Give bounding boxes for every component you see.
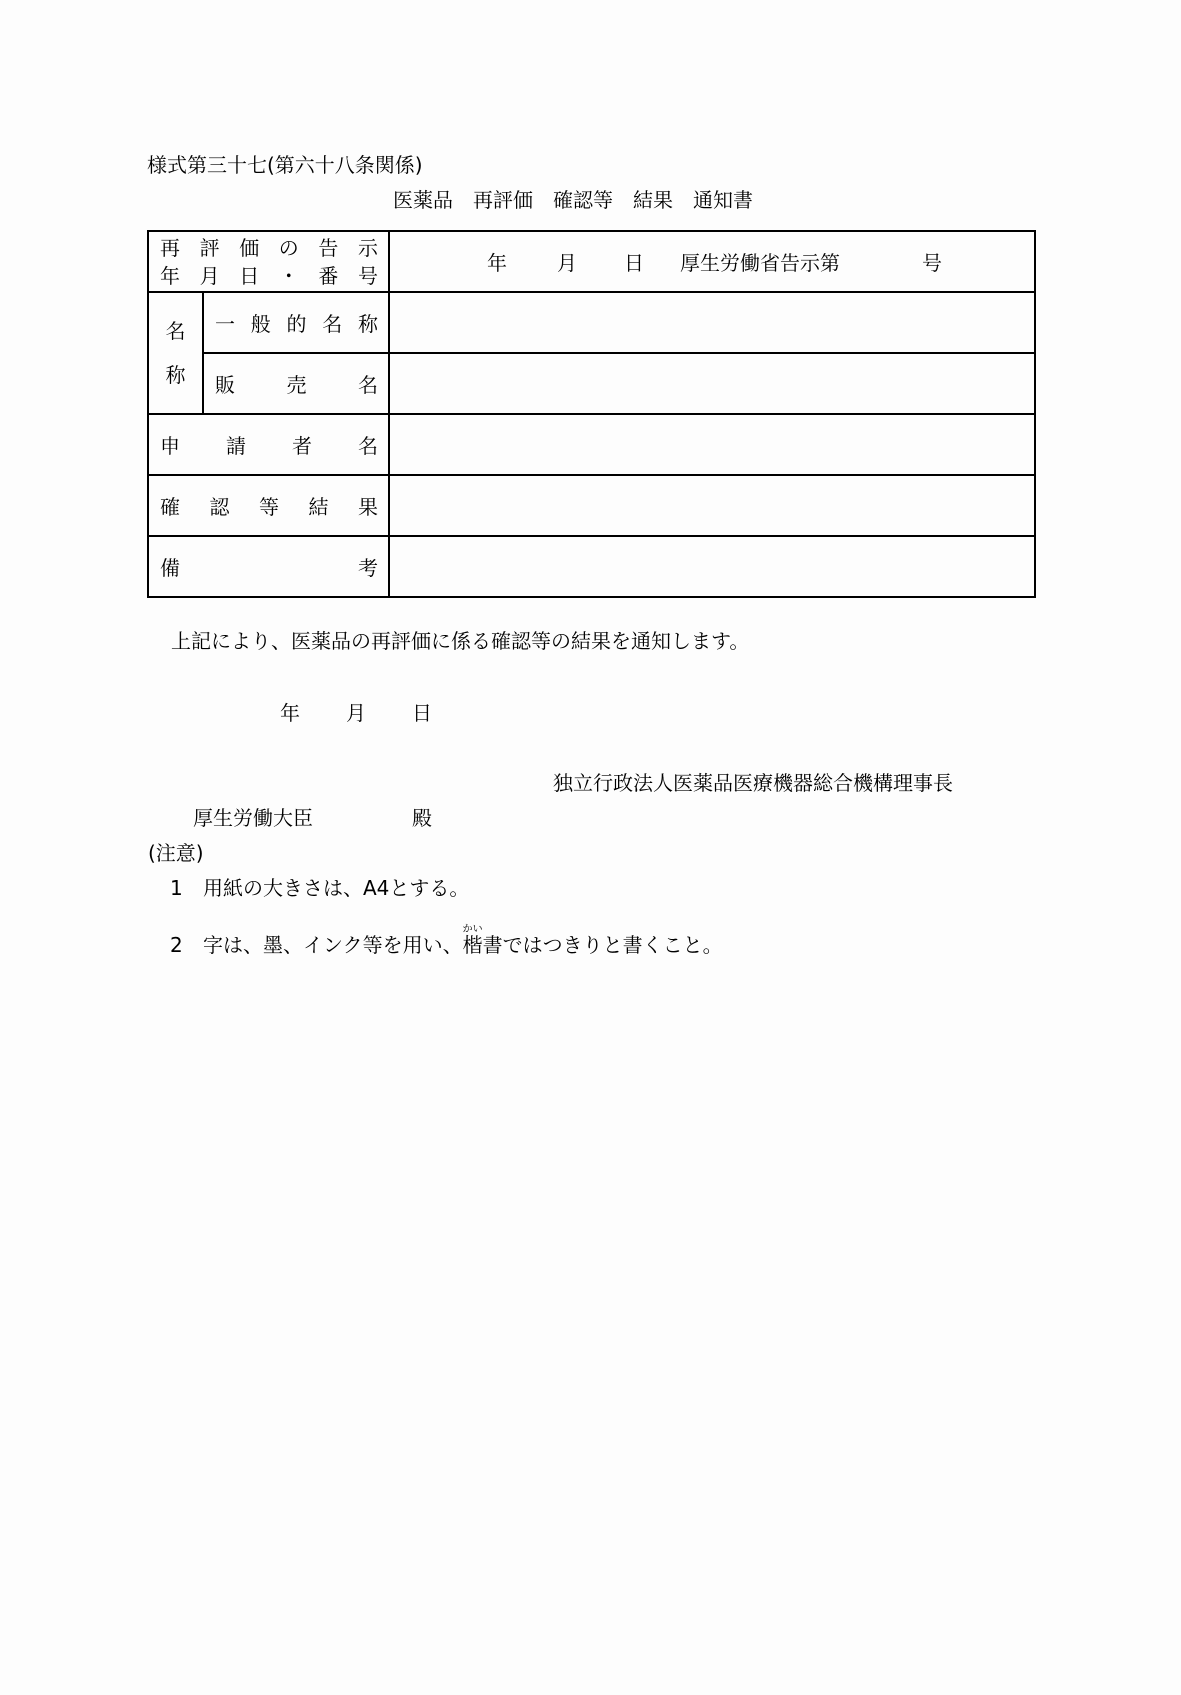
applicant-value-cell[interactable] bbox=[389, 414, 1035, 475]
table-row-announcement bbox=[148, 231, 1035, 292]
label-char: 果 bbox=[358, 495, 378, 519]
caution-item-text: 書ではつきりと書くこと。 bbox=[482, 933, 723, 957]
table-row-generic-name bbox=[148, 292, 1035, 353]
caution-item-text: 字は、墨、インク等を用い、 bbox=[203, 933, 463, 957]
month-label: 月 bbox=[346, 701, 366, 725]
label-char: 名 bbox=[358, 434, 378, 458]
table-row-result bbox=[148, 475, 1035, 536]
generic-name-label-cell bbox=[203, 292, 389, 353]
caution-item-number: 2 bbox=[170, 933, 183, 957]
year-label: 年 bbox=[280, 701, 300, 725]
form-number: 様式第三十七(第六十八条関係) bbox=[147, 153, 423, 177]
label-char: 価 bbox=[239, 235, 260, 260]
label-char: の bbox=[278, 235, 299, 260]
month-label: 月 bbox=[557, 251, 577, 275]
caution-item bbox=[170, 877, 469, 899]
table-row-remarks bbox=[148, 536, 1035, 597]
notification-form-table bbox=[147, 230, 1036, 598]
addressee-name: 厚生労働大臣 bbox=[193, 806, 313, 830]
label-char: 考 bbox=[358, 556, 378, 580]
label-char: 的 bbox=[286, 312, 307, 336]
generic-name-value-cell[interactable] bbox=[389, 292, 1035, 353]
announcement-label-cell bbox=[148, 231, 389, 292]
label-char: 再 bbox=[160, 235, 180, 260]
remarks-label-cell bbox=[148, 536, 389, 597]
caution-item bbox=[170, 924, 723, 956]
label-char: 者 bbox=[292, 434, 312, 458]
label-char: ・ bbox=[278, 263, 299, 288]
mhlw-notice-label: 厚生労働省告示第 bbox=[680, 251, 840, 275]
announcement-value-cell[interactable] bbox=[389, 231, 1035, 292]
brand-name-label-cell bbox=[203, 353, 389, 414]
day-label: 日 bbox=[624, 251, 644, 275]
label-char: 認 bbox=[209, 495, 230, 519]
label-char: 評 bbox=[199, 235, 220, 260]
label-char: 月 bbox=[199, 263, 220, 288]
number-label: 号 bbox=[922, 251, 942, 275]
ruby-word bbox=[462, 924, 483, 957]
label-char: 申 bbox=[160, 434, 180, 458]
label-char: 確 bbox=[160, 495, 180, 519]
label-char: 般 bbox=[250, 312, 271, 336]
notice-text: 上記により、医薬品の再評価に係る確認等の結果を通知します。 bbox=[171, 629, 750, 653]
label-char: 一 bbox=[215, 312, 235, 336]
label-char: 番 bbox=[318, 263, 339, 288]
issue-date bbox=[280, 702, 478, 724]
label-char: 名 bbox=[322, 312, 343, 336]
document-title bbox=[393, 189, 753, 211]
label-char: 請 bbox=[226, 434, 246, 458]
caution-heading: (注意) bbox=[148, 841, 204, 865]
label-char: 名 bbox=[358, 373, 378, 397]
label-char: 号 bbox=[357, 263, 378, 288]
title-part: 通知書 bbox=[693, 188, 753, 212]
brand-name-value-cell[interactable] bbox=[389, 353, 1035, 414]
result-label-cell bbox=[148, 475, 389, 536]
name-group-label-cell bbox=[148, 292, 203, 414]
label-char: 名 bbox=[165, 319, 186, 343]
remarks-value-cell[interactable] bbox=[389, 536, 1035, 597]
label-char: 等 bbox=[259, 495, 279, 519]
label-char: 称 bbox=[358, 312, 378, 336]
label-char: 年 bbox=[160, 263, 180, 288]
table-row-applicant bbox=[148, 414, 1035, 475]
label-char: 告 bbox=[318, 235, 339, 260]
label-char: 示 bbox=[357, 235, 378, 260]
caution-item-number: 1 bbox=[170, 876, 183, 900]
label-char: 販 bbox=[215, 373, 235, 397]
addressee bbox=[193, 806, 432, 830]
year-label: 年 bbox=[487, 251, 507, 275]
ruby-base: 楷 bbox=[462, 933, 483, 957]
addressee-honorific: 殿 bbox=[412, 806, 432, 830]
title-part: 再評価 bbox=[473, 188, 533, 212]
label-char: 備 bbox=[160, 556, 180, 580]
table-row-brand-name bbox=[148, 353, 1035, 414]
title-part: 結果 bbox=[633, 188, 673, 212]
result-value-cell[interactable] bbox=[389, 475, 1035, 536]
label-char: 日 bbox=[239, 263, 260, 288]
ruby-reading: かい bbox=[462, 924, 483, 935]
title-part: 確認等 bbox=[553, 188, 613, 212]
caution-item-text: 用紙の大きさは、A4とする。 bbox=[203, 876, 470, 900]
issuer-name: 独立行政法人医薬品医療機器総合機構理事長 bbox=[553, 771, 953, 795]
applicant-label-cell bbox=[148, 414, 389, 475]
label-char: 売 bbox=[286, 373, 307, 397]
label-char: 称 bbox=[165, 363, 186, 387]
day-label: 日 bbox=[412, 701, 432, 725]
label-char: 結 bbox=[308, 495, 329, 519]
title-part: 医薬品 bbox=[393, 188, 453, 212]
